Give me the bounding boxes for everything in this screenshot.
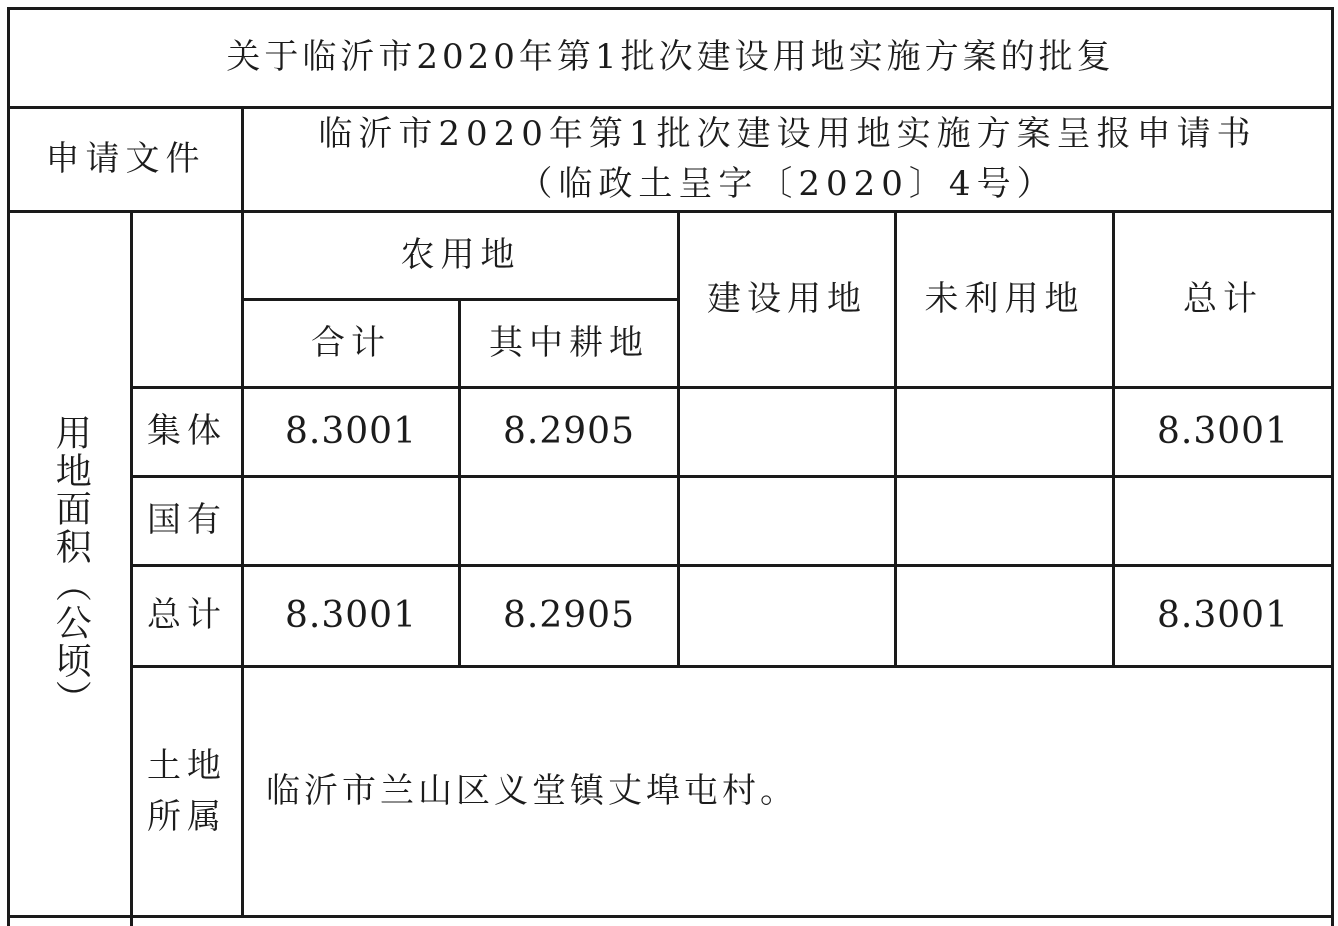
row-label-collective: 集体 (147, 411, 227, 452)
header-agricultural: 农用地 (400, 234, 521, 275)
rule (1331, 7, 1334, 926)
header-cultivated: 其中耕地 (489, 322, 649, 363)
application-document-name: 临沂市2020年第1批次建设用地实施方案呈报申请书 (318, 114, 1257, 155)
document-title: 关于临沂市2020年第1批次建设用地实施方案的批复 (226, 37, 1115, 78)
area-label-cell (10, 213, 130, 918)
area-label: 用地面积（公顷） (50, 413, 92, 718)
header-total: 总计 (1183, 278, 1263, 319)
header-construction: 建设用地 (707, 278, 867, 319)
ownership-label-line2: 所属 (147, 796, 227, 837)
collective-construction (680, 389, 894, 475)
grand-construction (680, 567, 894, 665)
collective-unused (897, 389, 1112, 475)
application-document (244, 109, 1331, 210)
grand-unused (897, 567, 1112, 665)
collective-total: 8.3001 (1157, 410, 1289, 452)
grand-subtotal: 8.3001 (285, 594, 417, 636)
rule (7, 915, 1334, 918)
application-label: 申请文件 (45, 138, 206, 179)
collective-subtotal: 8.3001 (285, 410, 417, 452)
state-unused (897, 478, 1112, 564)
grand-cultivated: 8.2905 (503, 594, 635, 636)
state-construction (680, 478, 894, 564)
state-total (1115, 478, 1331, 564)
collective-cultivated: 8.2905 (503, 410, 635, 452)
state-cultivated (461, 478, 677, 564)
row-label-total: 总计 (147, 595, 227, 636)
header-unused: 未利用地 (924, 278, 1085, 319)
grand-total: 8.3001 (1157, 594, 1289, 636)
ownership-label-line1: 土地 (147, 745, 227, 786)
row-label-state: 国有 (147, 500, 227, 541)
application-document-number: （临政土呈字〔2020〕4号） (518, 163, 1057, 204)
header-subtotal: 合计 (311, 322, 391, 363)
state-subtotal (244, 478, 458, 564)
ownership-value: 临沂市兰山区义堂镇丈埠屯村。 (266, 770, 798, 811)
ownership-label (133, 668, 241, 915)
